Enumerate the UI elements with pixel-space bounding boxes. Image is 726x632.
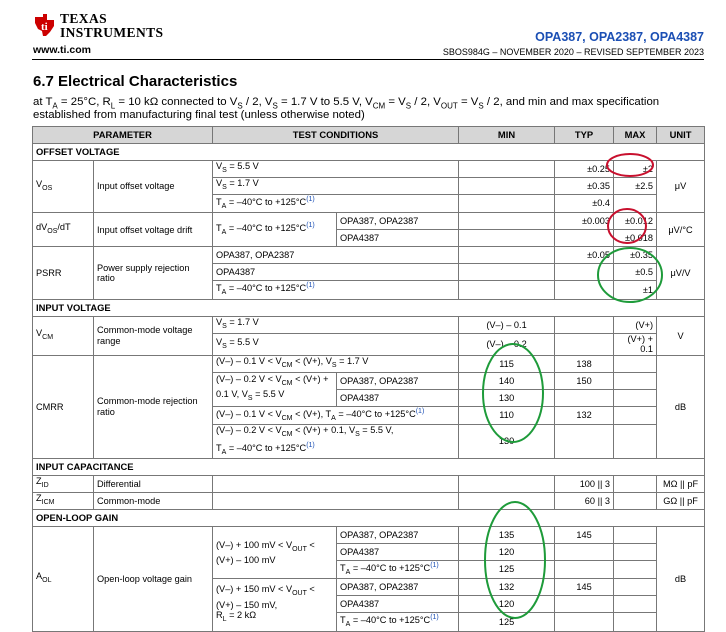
table-header-row [33,127,705,144]
brand-line1: TEXAS [60,11,108,26]
max-vos-1: ±2 [614,161,657,178]
typ-zicm: 60 || 3 [555,492,614,509]
unit-zid: MΩ || pF [657,475,705,492]
max-vcm-1: (V+) [614,316,657,333]
unit-drift: μV/°C [657,213,705,247]
dev-aol-5: OPA4387 [337,596,459,613]
typ-vos-2: ±0.35 [555,178,614,195]
col-header-typ: TYP [555,127,614,144]
brand-line2: INSTRUMENTS [60,25,164,40]
footnote-link[interactable]: (1) [306,222,315,230]
min-cmrr-2: 140 [459,372,555,389]
footnote-link[interactable]: (1) [430,614,439,622]
cond-psrr-3: $T_A = -40^\circ C$ to +125°C$^{(1)}$ [213,281,459,299]
cond-cmrr-1: (V–) – 0.1 $V < V_{CM} < (V+)$, $V_S = 1.7$ V [213,355,459,372]
min-aol-6: 125 [459,613,555,631]
cond-aol-2: (V–) + 150 mV < $V_{OUT}$ < (V+) – 150 mV, $R_L = 2$ kΩ [213,579,337,631]
cond-cmrr-2: (V–) – 0.2 $V < V_{CM} < (V+) + 0.1$ V, $V_S = 5.5$ V [213,372,337,406]
section-offset-voltage: OFFSET VOLTAGE [33,144,705,161]
test-conditions-note: at $T_A = 25^\circ C$, $R_L = 10$ kΩ connected to $V_S / 2$, $V_S = 1.7$ V to 5.5 V, $V_{CM} = V_S / 2$, $V_{OUT} = V_S / 2$, and min and max specification established from manufacturing final test (unless otherwise noted) [33,96,660,121]
table-row [33,247,705,264]
cond-aol-1: (V–) + 100 mV < $V_{OUT}$ < (V+) – 100 mV [213,526,337,578]
min-cmrr-5: 130 [459,425,555,459]
min-cmrr-1: 115 [459,355,555,372]
param-vos: $V_{OS}$ [33,161,94,213]
website-link[interactable]: www.ti.com [33,44,91,56]
section-input-capacitance: INPUT CAPACITANCE [33,458,705,475]
min-aol-3: 125 [459,560,555,578]
table-row [33,161,705,178]
footnote-link[interactable]: (1) [415,407,425,415]
col-header-min: MIN [459,127,555,144]
dev-drift-2: OPA4387 [337,230,459,247]
typ-cmrr-4: 132 [555,406,614,424]
desc-zid: Differential [94,475,213,492]
section-title: 6.7 Electrical Characteristics [33,73,238,90]
cond-cmrr-5: (V–) – 0.2 $V < V_{CM} < (V+) + 0.1$, $V_S = 5.5$ V, $T_A = -40^\circ C$ to +125°C$^{(1)}$ [213,425,459,459]
dev-aol-3: $T_A = -40^\circ C$ to +125°C$^{(1)}$ [337,560,459,578]
unit-vcm: V [657,316,705,355]
dev-aol-1: OPA387, OPA2387 [337,526,459,543]
min-vcm-2: (V–) – 0.2 [459,333,555,355]
typ-drift-1: ±0.003 [555,213,614,230]
cond-vos-3: $T_A = -40^\circ C$ to +125°C$^{(1)}$ [213,195,459,213]
table-row [33,492,705,509]
param-cmrr: CMRR [33,355,94,458]
dev-cmrr-3: OPA4387 [337,389,459,406]
footnote-link[interactable]: (1) [306,196,315,203]
footnote-link[interactable]: (1) [430,561,439,569]
col-header-unit: UNIT [657,127,705,144]
electrical-characteristics-table [32,126,705,632]
min-cmrr-3: 130 [459,389,555,406]
min-aol-5: 120 [459,596,555,613]
max-drift-2: ±0.018 [614,230,657,247]
unit-aol: dB [657,526,705,631]
footnote-link[interactable]: (1) [306,441,315,449]
desc-vos: Input offset voltage [94,161,213,213]
desc-vcm: Common-mode voltage range [94,316,213,355]
desc-aol: Open-loop voltage gain [94,526,213,631]
typ-aol-4: 145 [555,579,614,596]
typ-vos-3: ±0.4 [555,195,614,213]
max-drift-1: ±0.012 [614,213,657,230]
param-aol: $A_{OL}$ [33,526,94,631]
desc-cmrr: Common-mode rejection ratio [94,355,213,458]
dev-cmrr-2: OPA387, OPA2387 [337,372,459,389]
param-dvos-dt: $dV_{OS}/dT$ [33,213,94,247]
section-input-voltage: INPUT VOLTAGE [33,299,705,316]
typ-cmrr-2: 150 [555,372,614,389]
desc-psrr: Power supply rejection ratio [94,247,213,299]
col-header-parameter: PARAMETER [33,127,213,144]
typ-psrr-1: ±0.05 [555,247,614,264]
param-psrr: PSRR [33,247,94,299]
unit-cmrr: dB [657,355,705,458]
min-vcm-1: (V–) – 0.1 [459,316,555,333]
typ-zid: 100 || 3 [555,475,614,492]
max-psrr-3: ±1 [614,281,657,299]
min-aol-4: 132 [459,579,555,596]
min-aol-2: 120 [459,543,555,560]
footnote-link[interactable]: (1) [306,282,315,290]
page-header [0,0,726,62]
col-header-test-conditions: TEST CONDITIONS [213,127,459,144]
unit-zicm: GΩ || pF [657,492,705,509]
typ-aol-1: 145 [555,526,614,543]
max-psrr-2: ±0.5 [614,264,657,281]
col-header-max: MAX [614,127,657,144]
dev-aol-6: $T_A = -40^\circ C$ to +125°C$^{(1)}$ [337,613,459,631]
min-cmrr-4: 110 [459,406,555,424]
param-zicm: $Z_{ICM}$ [33,492,94,509]
max-vcm-2: (V+) + 0.1 [614,333,657,355]
desc-drift: Input offset voltage drift [94,213,213,247]
cond-vcm-1: $V_S = 1.7$ V [213,316,459,333]
section-open-loop-gain: OPEN-LOOP GAIN [33,509,705,526]
cond-vos-1: $V_S = 5.5$ V [213,161,459,178]
max-vos-2: ±2.5 [614,178,657,195]
max-psrr-1: ±0.35 [614,247,657,264]
table-row [33,355,705,372]
table-row [33,213,705,230]
typ-vos-1: ±0.25 [555,161,614,178]
cond-psrr-1: OPA387, OPA2387 [213,247,459,264]
desc-zicm: Common-mode [94,492,213,509]
table-row [33,526,705,543]
cond-drift: $T_A = -40^\circ C$ to +125°C$^{(1)}$ [213,213,337,247]
document-id: SBOS984G – NOVEMBER 2020 – REVISED SEPTEMBER 2023 [442,47,704,57]
param-zid: $Z_{ID}$ [33,475,94,492]
table-row [33,475,705,492]
table-row [33,316,705,333]
dev-drift-1: OPA387, OPA2387 [337,213,459,230]
svg-text:ti: ti [41,21,48,33]
typ-cmrr-1: 138 [555,355,614,372]
min-aol-1: 135 [459,526,555,543]
brand-name [60,12,163,40]
cond-vcm-2: $V_S = 5.5$ V [213,333,459,355]
cond-psrr-2: OPA4387 [213,264,459,281]
dev-aol-4: OPA387, OPA2387 [337,579,459,596]
part-numbers[interactable]: OPA387, OPA2387, OPA4387 [535,30,704,44]
param-vcm: $V_{CM}$ [33,316,94,355]
header-divider [32,59,704,60]
cond-cmrr-4: (V–) – 0.1 $V < V_{CM} < (V+)$, $T_A = -40^\circ C$ to +125°C$^{(1)}$ [213,406,459,424]
ti-logo-icon [32,12,58,38]
unit-vos: μV [657,161,705,213]
unit-psrr: μV/V [657,247,705,299]
dev-aol-2: OPA4387 [337,543,459,560]
cond-vos-2: $V_S = 1.7$ V [213,178,459,195]
